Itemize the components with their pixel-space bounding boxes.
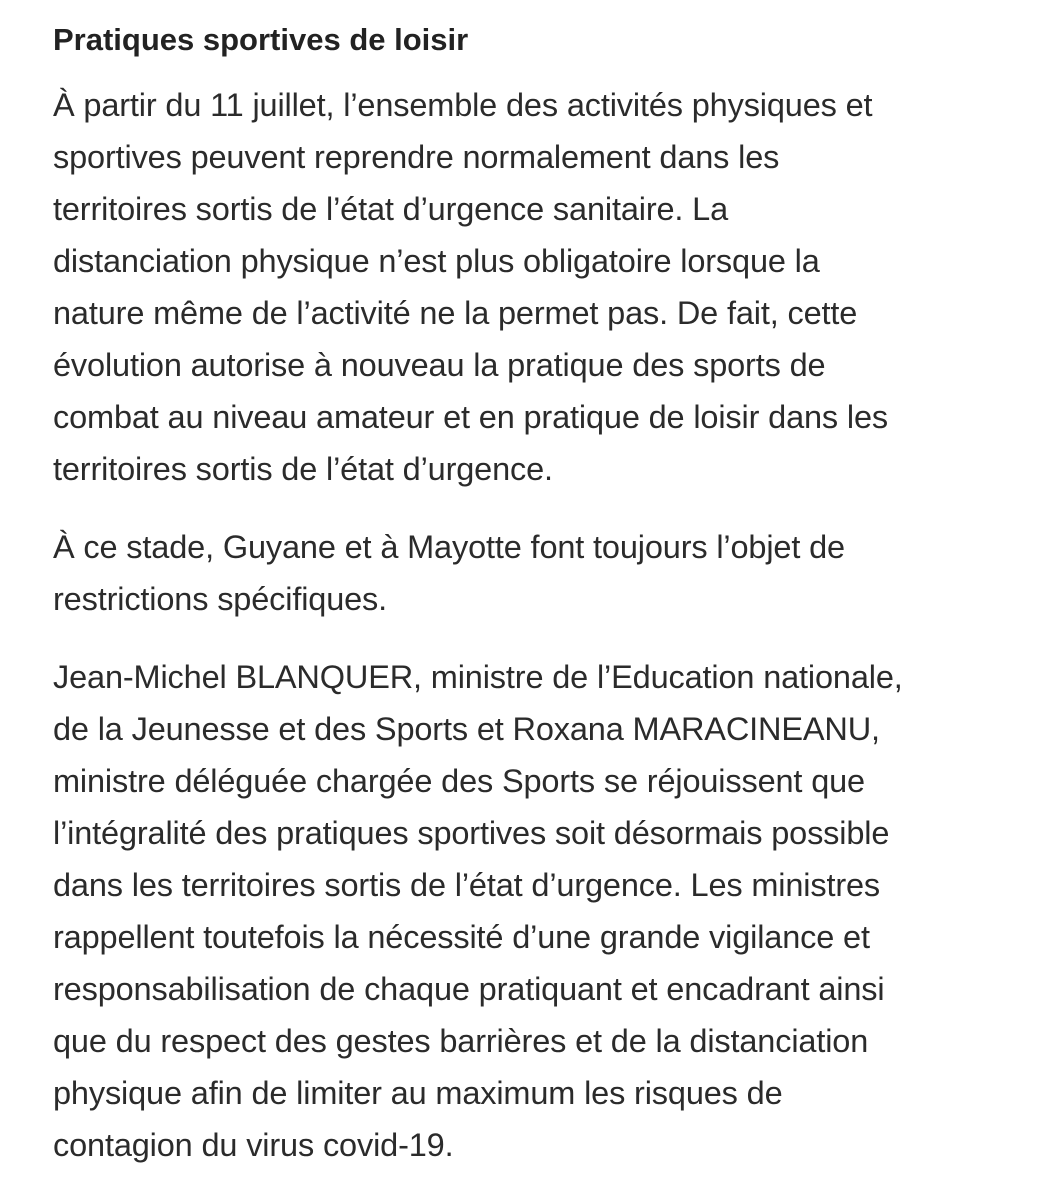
text-line: sportives peuvent reprendre normalement dans les xyxy=(53,139,780,175)
text-line: distanciation physique n’est plus obligatoire lorsque la xyxy=(53,243,820,279)
text-line: combat au niveau amateur et en pratique de loisir dans les xyxy=(53,399,888,435)
text-line: l’intégralité des pratiques sportives soit désormais possible xyxy=(53,815,890,851)
text-line: À partir du 11 juillet, l’ensemble des activités physiques et xyxy=(53,87,873,123)
text-line: évolution autorise à nouveau la pratique des sports de xyxy=(53,347,826,383)
text-line: responsabilisation de chaque pratiquant et encadrant ainsi xyxy=(53,971,885,1007)
text-line: physique afin de limiter au maximum les risques de xyxy=(53,1075,783,1111)
section-heading: Pratiques sportives de loisir xyxy=(53,22,469,57)
text-line: contagion du virus covid-19. xyxy=(53,1127,454,1163)
text-line: À ce stade, Guyane et à Mayotte font toujours l’objet de xyxy=(53,529,845,565)
paragraph-reopening xyxy=(53,79,1038,495)
text-line: ministre déléguée chargée des Sports se réjouissent que xyxy=(53,763,865,799)
text-line: Jean-Michel BLANQUER, ministre de l’Education nationale, xyxy=(53,659,903,695)
text-line: dans les territoires sortis de l’état d’urgence. Les ministres xyxy=(53,867,881,903)
text-line: territoires sortis de l’état d’urgence. xyxy=(53,451,553,487)
text-line: nature même de l’activité ne la permet pas. De fait, cette xyxy=(53,295,858,331)
article-body xyxy=(53,14,1038,1171)
text-line: territoires sortis de l’état d’urgence sanitaire. La xyxy=(53,191,729,227)
text-line: restrictions spécifiques. xyxy=(53,581,388,617)
text-line: que du respect des gestes barrières et de la distanciation xyxy=(53,1023,869,1059)
paragraph-ministers xyxy=(53,651,1038,1171)
paragraph-restrictions xyxy=(53,521,1038,625)
text-line: rappellent toutefois la nécessité d’une grande vigilance et xyxy=(53,919,870,955)
text-line: de la Jeunesse et des Sports et Roxana MARACINEANU, xyxy=(53,711,880,747)
